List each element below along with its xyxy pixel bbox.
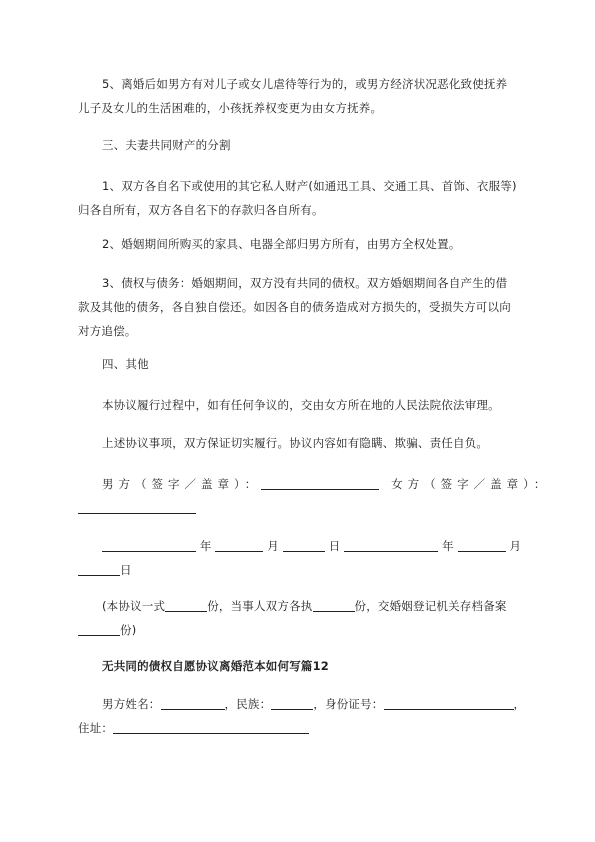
year-label: 年 bbox=[442, 539, 454, 553]
section-4-heading: 四、其他 bbox=[102, 357, 149, 371]
male-year-blank[interactable] bbox=[102, 537, 196, 552]
day-label: 日 bbox=[328, 539, 341, 553]
party-info-block bbox=[78, 692, 528, 740]
id-number-blank[interactable] bbox=[384, 695, 514, 710]
text-line: 儿子及女儿的生活困难的，小孩抚养权变更为由女方抚养。 bbox=[78, 101, 383, 115]
male-day-blank[interactable] bbox=[283, 537, 325, 552]
male-signature-label: 男方（签字／盖章）： bbox=[102, 477, 262, 491]
month-label: 月 bbox=[267, 539, 279, 553]
year-label: 年 bbox=[199, 539, 212, 553]
copies-text: 份，当事人双方各执 bbox=[207, 599, 313, 613]
property-clause-2-paragraph: 2、婚姻期间所购买的家具、电器全部归男方所有，由男方全权处置。 bbox=[102, 237, 461, 251]
copies-open-text: (本协议一式 bbox=[102, 599, 166, 613]
id-number-label: ，身份证号： bbox=[313, 697, 384, 711]
male-name-label: 男方姓名： bbox=[102, 697, 161, 711]
female-month-blank[interactable] bbox=[458, 537, 506, 552]
male-name-blank[interactable] bbox=[161, 695, 225, 710]
property-clause-3-paragraph bbox=[78, 271, 528, 343]
text-line: 对方追偿。 bbox=[78, 324, 137, 338]
comma-text: ， bbox=[513, 697, 526, 711]
signature-block bbox=[78, 472, 551, 520]
address-label: 住址： bbox=[78, 721, 114, 735]
male-signature-blank[interactable] bbox=[261, 475, 379, 490]
day-label: 日 bbox=[120, 563, 132, 577]
signature-line bbox=[78, 496, 528, 520]
female-year-blank[interactable] bbox=[344, 537, 438, 552]
party-copies-blank[interactable] bbox=[313, 597, 355, 612]
text-line: 1、双方各自名下或使用的其它私人财产(如通迅工具、交通工具、首饰、衣服等) bbox=[102, 179, 517, 193]
text-line: 3、债权与债务：婚姻期间，双方没有共同的债权。双方婚姻期间各自产生的借 bbox=[102, 276, 508, 290]
text-line: 款及其他的债务，各自独自偿还。如因各自的债务造成对方损失的，受损失方可以向 bbox=[78, 300, 511, 314]
male-month-blank[interactable] bbox=[215, 537, 263, 552]
copies-note bbox=[78, 594, 528, 642]
copies-line bbox=[78, 594, 528, 618]
clause-5-paragraph bbox=[78, 72, 528, 120]
month-label: 月 bbox=[509, 539, 522, 553]
section-3-heading: 三、夫妻共同财产的分割 bbox=[102, 138, 231, 152]
signature-line bbox=[78, 472, 551, 496]
guarantee-clause-paragraph: 上述协议事项，双方保证切实履行。协议内容如有隐瞒、欺骗、责任自负。 bbox=[102, 436, 489, 450]
total-copies-blank[interactable] bbox=[165, 597, 207, 612]
copies-text: 份，交婚姻登记机关存档备案 bbox=[354, 599, 507, 613]
date-block bbox=[78, 534, 528, 582]
copies-close-text: 份) bbox=[120, 623, 137, 637]
copies-line bbox=[78, 618, 528, 642]
ethnicity-blank[interactable] bbox=[271, 695, 313, 710]
property-clause-1-paragraph bbox=[78, 174, 528, 222]
archive-copies-blank[interactable] bbox=[78, 621, 120, 636]
female-day-blank[interactable] bbox=[78, 561, 120, 576]
dispute-clause-paragraph: 本协议履行过程中，如有任何争议的，交由女方所在地的人民法院依法审理。 bbox=[102, 398, 500, 412]
female-signature-blank[interactable] bbox=[78, 499, 196, 514]
party-info-line bbox=[78, 692, 528, 716]
text-line: 5、离婚后如男方有对儿子或女儿虐待等行为的，或男方经济状况恶化致使抚养 bbox=[102, 77, 508, 91]
ethnicity-label: ，民族： bbox=[224, 697, 272, 711]
article-title: 无共同的债权自愿协议离婚范本如何写篇12 bbox=[102, 659, 330, 673]
date-line bbox=[78, 558, 528, 582]
address-blank[interactable] bbox=[113, 719, 309, 734]
female-signature-label: 女方（签字／盖章）： bbox=[391, 477, 551, 491]
text-line: 归各自所有，双方各自名下的存款归各自所有。 bbox=[78, 203, 324, 217]
date-line bbox=[78, 534, 528, 558]
party-info-line bbox=[78, 716, 528, 740]
